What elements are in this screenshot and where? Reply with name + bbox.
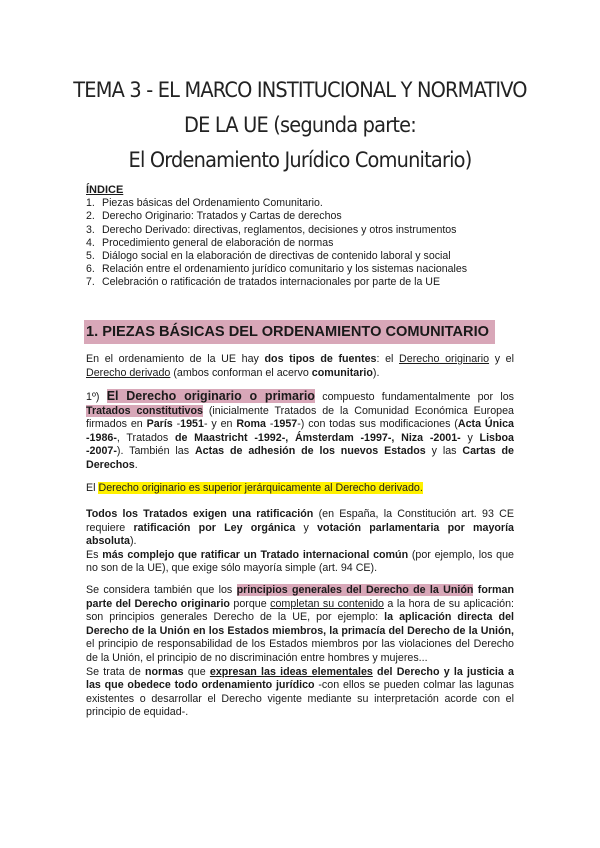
text-bold: la aplicación directa del Derecho de la Unión en los Estados miembros, la primacía del Derecho de la Unión, — [86, 611, 514, 637]
text-highlight: El Derecho originario o primario — [106, 389, 315, 403]
text-run: (ambos conforman el acervo — [170, 366, 312, 379]
index-item-text: Diálogo social en la elaboración de directivas de contenido laboral y social — [102, 250, 451, 263]
index-item — [86, 224, 467, 237]
text-run: Se trata de — [86, 665, 145, 678]
index-item — [86, 197, 467, 210]
text-run: 1º) — [86, 391, 107, 403]
text-run: ). También las — [116, 445, 195, 458]
index-section — [86, 184, 467, 290]
index-item-text: Celebración o ratificación de tratados internacionales por parte de la UE — [102, 276, 441, 289]
text-underlined: Derecho originario — [399, 353, 490, 365]
paragraph-principios-generales — [86, 584, 514, 720]
principios-line — [86, 584, 514, 666]
text-bold: comunitario — [311, 366, 373, 379]
text-run: el principio de responsabilidad de los Estados miembros por las violaciones del Derecho de la Unión, el principio de no discriminación entre hombres y mujeres... — [86, 638, 514, 664]
text-bold-underlined: expresan las ideas elementales — [209, 665, 373, 678]
text-run: . — [134, 458, 138, 471]
text-run: El — [86, 482, 99, 494]
text-underlined: Derecho derivado — [86, 366, 171, 379]
index-item-number: 1. — [86, 197, 95, 210]
index-item-number: 2. — [86, 210, 95, 223]
text-bold: votación parlamentaria por mayoría absoluta — [86, 521, 514, 548]
text-bold: más complejo que ratificar un Tratado internacional común — [102, 548, 409, 561]
index-heading: ÍNDICE — [86, 184, 124, 196]
text-bold: 1951 — [180, 418, 204, 431]
text-run: y el — [489, 353, 514, 365]
text-highlight: Tratados constitutivos — [86, 404, 203, 417]
paragraph-jerarquia — [86, 482, 514, 496]
index-item-text: Derecho Derivado: directivas, reglamentos, decisiones y otros instrumentos — [102, 223, 457, 236]
paragraph-ratificacion — [86, 508, 514, 576]
document-title — [60, 73, 540, 178]
index-item — [86, 210, 467, 223]
text-bold: Todos los Tratados exigen una ratificación — [86, 508, 314, 520]
text-run: y — [460, 431, 480, 444]
index-list — [86, 197, 467, 289]
text-run: En el ordenamiento de la UE hay — [86, 353, 265, 365]
text-bold: 1957 — [273, 418, 298, 431]
text-run: , Tratados — [116, 431, 175, 444]
ratificacion-line — [86, 508, 514, 549]
text-run: -) con todas sus modificaciones ( — [297, 418, 458, 431]
text-bold: forman parte del Derecho originario — [86, 584, 514, 610]
text-run: a la hora de su aplicación: son principios generales Derecho de la UE, por ejemplo: — [86, 597, 514, 624]
text-run: ). — [372, 366, 380, 379]
text-bold: ratificación por Ley orgánica — [133, 521, 296, 534]
title-line-1: TEMA 3 - EL MARCO INSTITUCIONAL Y NORMATIVO — [73, 78, 527, 103]
index-item — [86, 237, 467, 250]
text-run: que — [183, 665, 210, 678]
text-bold: Actas de adhesión de los nuevos Estados — [194, 445, 426, 458]
text-run: y — [295, 521, 318, 534]
text-run: Es — [86, 548, 103, 561]
index-item — [86, 250, 467, 263]
section-1-heading: 1. PIEZAS BÁSICAS DEL ORDENAMIENTO COMUNITARIO — [84, 320, 495, 344]
ratificacion-line — [86, 549, 514, 576]
index-item-number: 6. — [86, 263, 95, 276]
index-item-text: Procedimiento general de elaboración de normas — [102, 236, 334, 249]
text-run: : el — [376, 353, 400, 365]
title-line-2: DE LA UE (segunda parte: — [184, 113, 416, 138]
text-run: ). — [129, 535, 137, 548]
index-item — [86, 263, 467, 276]
text-run: compuesto fundamentalmente por los — [314, 391, 514, 403]
text-bold: Lisboa -2007- — [86, 431, 514, 458]
title-line-3: El Ordenamiento Jurídico Comunitario) — [128, 148, 472, 173]
text-underlined: completan su contenido — [270, 597, 384, 610]
text-run: - — [266, 418, 274, 431]
principios-line — [86, 666, 514, 720]
text-run: -con ellos se pueden colmar las lagunas existentes o desarrollar el Derecho vigente mediante su interpretación acorde con el principio de equidad-. — [86, 679, 514, 719]
text-highlight: principios generales del Derecho de la Unión — [236, 584, 474, 596]
index-item-number: 3. — [86, 223, 95, 236]
text-bold: Cartas de Derechos — [86, 445, 515, 471]
text-run: porque — [229, 597, 271, 610]
text-run: Se considera también que los — [86, 584, 237, 596]
text-bold: del Derecho y la justicia a las que obedece todo ordenamiento jurídico — [86, 665, 514, 692]
text-run: (en España, la Constitución art. 93 CE requiere — [86, 508, 514, 534]
text-bold: Acta Única -1986- — [86, 418, 514, 444]
text-bold: de Maastricht -1992-, Ámsterdam -1997-, Niza -2001- — [174, 431, 461, 444]
text-run: - — [172, 418, 181, 431]
index-item — [86, 276, 467, 289]
text-bold: normas — [145, 665, 184, 678]
index-item-number: 7. — [86, 276, 95, 289]
index-item-text: Relación entre el ordenamiento jurídico comunitario y los sistemas nacionales — [102, 263, 468, 276]
index-item-text: Piezas básicas del Ordenamiento Comunitario. — [102, 197, 323, 210]
text-highlight-yellow: Derecho originario es superior jerárquicamente al Derecho derivado. — [98, 482, 423, 494]
text-run: (por ejemplo, los que no son de la UE), que exige sólo mayoría simple (art. 94 CE). — [86, 548, 514, 575]
text-bold: París — [146, 418, 173, 431]
text-run: - y en — [203, 418, 237, 431]
index-item-text: Derecho Originario: Tratados y Cartas de derechos — [102, 210, 342, 223]
text-run: y las — [425, 445, 463, 458]
paragraph-derecho-originario — [86, 390, 514, 473]
index-item-number: 4. — [86, 236, 95, 249]
text-run: (inicialmente Tratados de la Comunidad Económica Europea firmados en — [86, 404, 514, 431]
text-bold: Roma — [236, 418, 267, 431]
paragraph-fuentes — [86, 353, 514, 380]
index-item-number: 5. — [86, 250, 95, 263]
text-bold: dos tipos de fuentes — [264, 353, 377, 365]
